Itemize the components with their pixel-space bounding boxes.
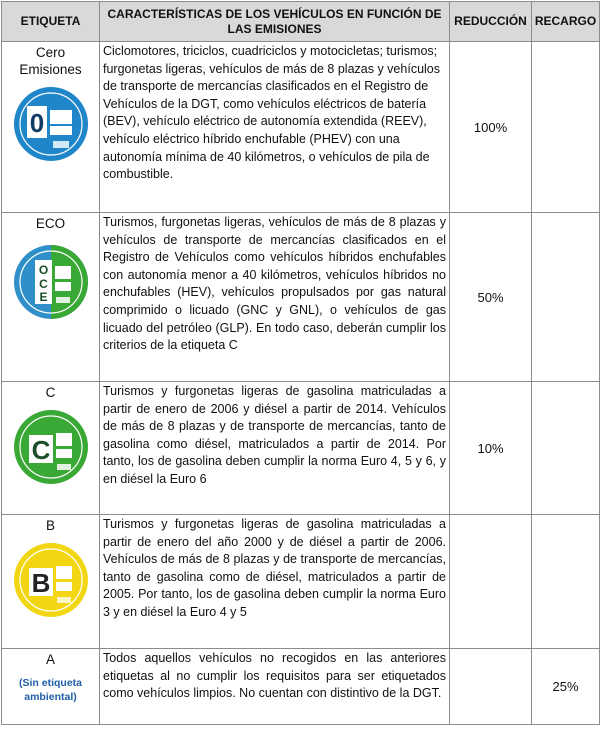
recargo-cell (532, 213, 600, 382)
description-cell: Ciclomotores, triciclos, cuadriciclos y motocicletas; turismos; furgonetas ligeras, vehículos de más de 8 plazas y vehículos de transporte de mercancías clasificados en el Registro de Vehículos de la DGT, como vehículos eléctricos de batería (BEV), vehículo eléctrico de autonomía extendida (REEV), vehículo eléctrico híbrido enchufable (PHEV) con una autonomía mínima de 40 kilómetros, o vehículos de pila de combustible. (100, 42, 450, 213)
sticker-text: C (31, 435, 50, 465)
c-sticker-icon (13, 409, 89, 485)
description-cell: Turismos y furgonetas ligeras de gasolina matriculadas a partir de enero del año 2000 y de diésel a partir de 2006. Vehículos de más de 8 plazas y de transporte de mercancías, tanto de gasolina como de diésel, matriculados a partir de 2005. Por tanto, los de gasolina deben cumplir la norma Euro 3 y en diésel la Euro 4 y 5 (100, 515, 450, 649)
label-name: ECO (35, 216, 66, 231)
sticker-text: 0 (29, 108, 44, 138)
header-etiqueta: ETIQUETA (2, 2, 100, 42)
label-cell-c (2, 382, 100, 515)
b-sticker-icon (13, 542, 89, 618)
svg-text:C: C (38, 277, 48, 291)
reduccion-cell (450, 649, 532, 725)
reduccion-cell: 10% (450, 382, 532, 515)
table-row (2, 213, 600, 382)
table-header-row (2, 2, 600, 42)
recargo-cell (532, 42, 600, 213)
label-cell-cero (2, 42, 100, 213)
description-cell: Todos aquellos vehículos no recogidos en las anteriores etiquetas al no cumplir los requisitos para ser etiquetados como vehículos limpios. No cuentan con distintivo de la DGT. (100, 649, 450, 725)
sticker-text: B (31, 568, 50, 598)
recargo-cell: 25% (532, 649, 600, 725)
label-sublabel: (Sin etiqueta ambiental) (18, 677, 82, 703)
header-recargo: RECARGO (532, 2, 600, 42)
svg-text:E: E (38, 290, 48, 304)
label-cell-eco (2, 213, 100, 382)
header-caracteristicas: CARACTERÍSTICAS DE LOS VEHÍCULOS EN FUNCIÓN DE LAS EMISIONES (100, 2, 450, 42)
label-cell-a (2, 649, 100, 725)
reduccion-cell: 100% (450, 42, 532, 213)
svg-text:O: O (38, 263, 48, 277)
eco-sticker-icon (13, 244, 89, 320)
table-row (2, 382, 600, 515)
description-cell: Turismos, furgonetas ligeras, vehículos de más de 8 plazas y vehículos de transporte de mercancías clasificados en el Registro de Vehículos como vehículos híbridos enchufables con autonomía menor a 40 kilómetros, vehículos híbridos no enchufables (HEV), vehículos propulsados por gas natural comprimido o licuado (GNC y GNL), o vehículos de gas licuado del petróleo (GLP). En todo caso, deberán cumplir los criterios de la etiqueta C (100, 213, 450, 382)
table-row (2, 515, 600, 649)
table-row (2, 42, 600, 213)
reduccion-cell (450, 515, 532, 649)
reduccion-cell: 50% (450, 213, 532, 382)
emissions-label-table (1, 1, 600, 725)
label-name: Cero Emisiones (19, 45, 82, 77)
description-cell: Turismos y furgonetas ligeras de gasolina matriculadas a partir de enero de 2006 y diésel a partir de 2014. Vehículos de más de 8 plazas y de transporte de mercancías, tanto de gasolina como diésel, matriculados a partir de 2014. Por tanto, los de gasolina deben cumplir la norma Euro 4, 5 y 6, y en diésel la Euro 6 (100, 382, 450, 515)
label-name: C (45, 385, 56, 400)
label-name: A (45, 652, 55, 667)
zero-emissions-sticker-icon (13, 86, 89, 162)
label-name: B (45, 518, 55, 533)
recargo-cell (532, 382, 600, 515)
label-cell-b (2, 515, 100, 649)
table-row (2, 649, 600, 725)
header-reduccion: REDUCCIÓN (450, 2, 532, 42)
recargo-cell (532, 515, 600, 649)
